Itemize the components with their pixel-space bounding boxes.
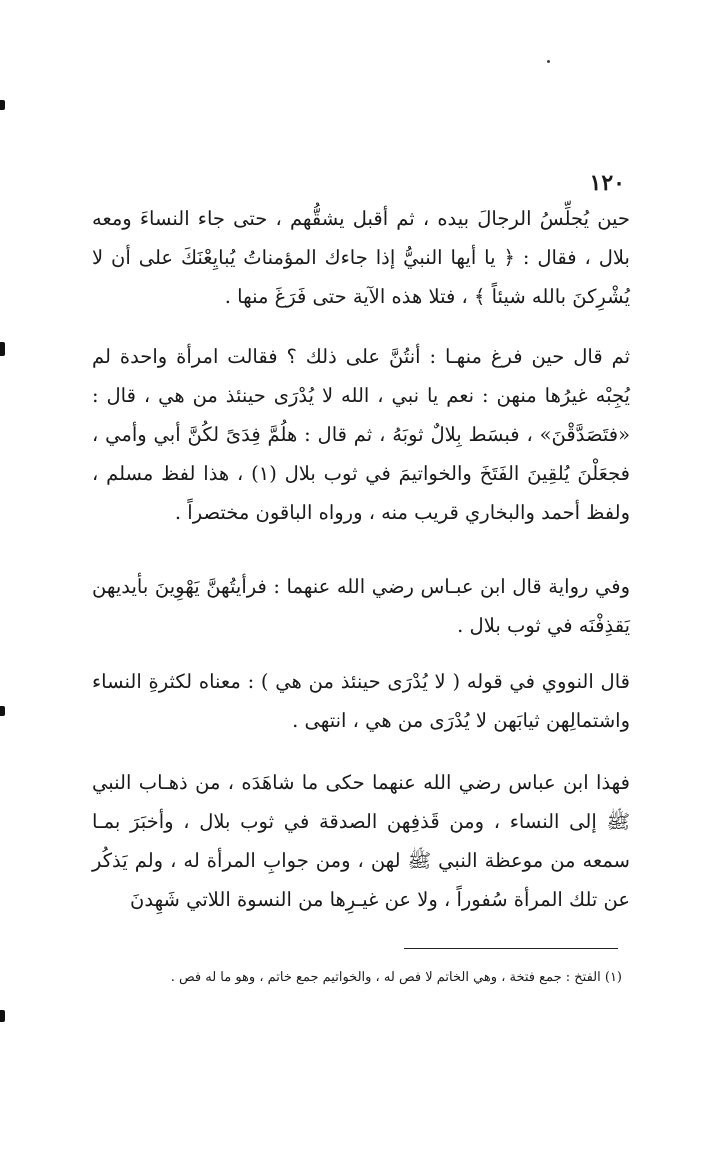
paragraph-5: فهذا ابن عباس رضي الله عنهما حكى ما شاهَدَه ، من ذهـاب النبي ﷺ إلى النساء ، ومن قَذفِهن الصدقة في ثوب بلال ، وأخبَرَ بمـا سمعه من موعظة النبي ﷺ لهن ، ومن جوابِ المرأة له ، ولم يَذكُر عن تلك المرأة سُفوراً ، ولا عن غيـرِها من النسوة اللاتي شَهِدنَ xyxy=(92,771,630,911)
scan-edge-mark xyxy=(0,342,5,356)
paragraph-3: وفي رواية قال ابن عبـاس رضي الله عنهما : فرأيتُهنَّ يَهْوِينَ بأيديهن يَقذِفْنَه في ثوب بلال . xyxy=(92,575,630,637)
paragraph-1: حين يُجلِّسُ الرجالَ بيده ، ثم أقبل يشقُّهم ، حتى جاء النساءَ ومعه بلال ، فقال : ﴿ يا أيها النبيُّ إذا جاءك المؤمناتُ يُبايِعْنَكَ على أن لا يُشْرِكنَ بالله شيئاً ﴾ ، فتلا هذه الآية حتى فَرَغَ منها . xyxy=(92,207,630,308)
scan-edge-mark xyxy=(0,100,5,110)
paragraph-2: ثم قال حين فرغ منهـا : أنتُنَّ على ذلك ؟ فقالت امرأة واحدة لم يُجِبْه غيرُها منهن : نعم يا نبي ، الله لا يُدْرَى حينئذ من هي ، قال : «فتَصَدَّقْنَ» ، فبسَط بِلالٌ ثوبَهُ ، ثم قال : هلُمَّ فِدَىً لكُنَّ أبي وأمي ، فجعَلْنَ يُلقِينَ الفَتَخَ والخواتيمَ في ثوب بلال (١) ، هذا لفظ مسلم ، ولفظ أحمد والبخاري قريب منه ، ورواه الباقون مختصراً . xyxy=(92,345,630,524)
scan-edge-mark xyxy=(0,1010,5,1022)
page-number: ١٢٠ xyxy=(589,170,625,196)
scan-edge-mark xyxy=(0,706,5,716)
footnote: (١) الفتخ : جمع فتخة ، وهي الخاتم لا فص له ، والخواتيم جمع خاتم ، وهو ما له فص . xyxy=(170,970,622,985)
paragraph-4: قال النووي في قوله ( لا يُدْرَى حينئذ من هي ) : معناه لكثرةِ النساء واشتمالِهن ثيابَهن لا يُدْرَى من هي ، انتهى . xyxy=(92,670,630,732)
footnote-divider xyxy=(404,948,618,949)
scan-speck xyxy=(547,60,550,63)
